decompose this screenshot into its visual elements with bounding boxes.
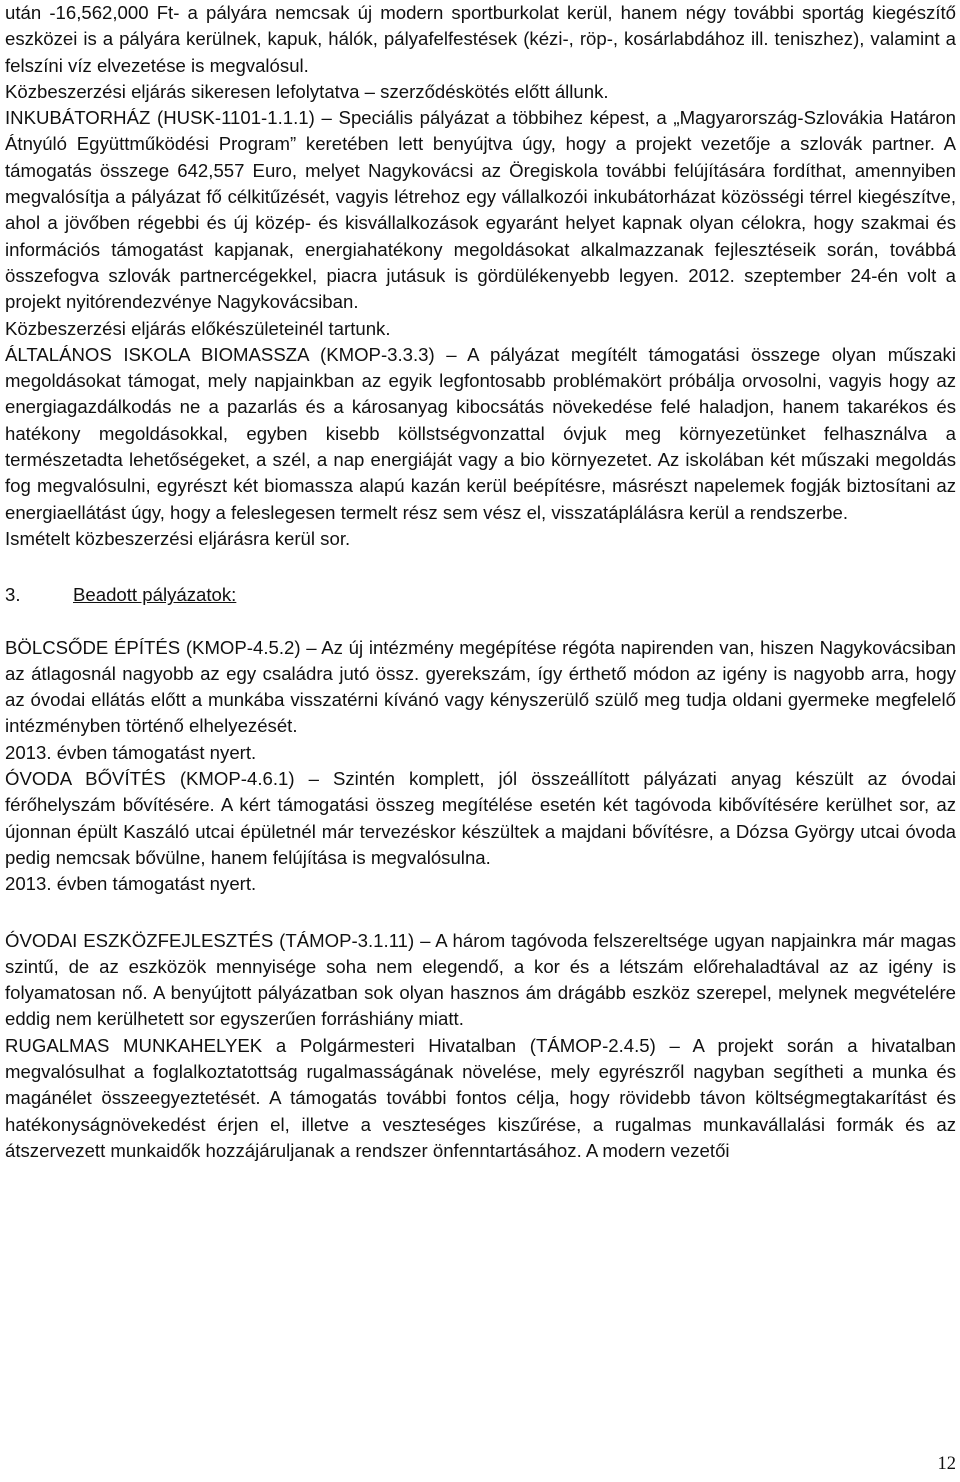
section-title: Beadott pályázatok: <box>73 584 237 606</box>
paragraph-bolcsode-status: 2013. évben támogatást nyert. <box>5 741 257 763</box>
paragraph-iskola-biomassza: ÁLTALÁNOS ISKOLA BIOMASSZA (KMOP-3.3.3) – A pályázat megítélt támogatási összege olyan műszaki megoldásokat támogat, mely napjainkban az egyik legfontosabb problémakört próbálja orvosolni, vagyis hogy az energiagazdálkodás ne a pazarlás és a károsanyag kibocsátás növekedése felé haladjon, hanem takarékos és hatékony megoldásokkal, egyben kisebb köllstségvonzattal óvjuk meg környezetünket felhasználva a természetadta lehetőségeket, a szél, a nap energiáját vagy a bio környezetet. Az iskolában két műszaki megoldás fog megvalósulni, egyrészt két biomassza alapú kazán kerül beépítésre, másrészt napelemek fogják biztosítani az energiaellátást úgy, hogy a feleslegesen termelt rész sem vész el, visszatáplálásra kerül a rendszerbe. <box>5 343 956 523</box>
paragraph-ovodai-eszkozfejlesztes: ÓVODAI ESZKÖZFEJLESZTÉS (TÁMOP-3.1.11) – A három tagóvoda felszereltsége ugyan napjainkra már magas szintű, de az eszközök mennyisége soha nem elegendő, a kor és a létszám előrehaladtával az az igény is folyamatosan nő. A benyújtott pályázatban sok olyan hasznos ám drágább eszköz szerepel, melynek megvételére eddig nem kerülhetett sor egyszerűen forráshiány miatt. <box>5 929 956 1030</box>
paragraph-sportpalya: után -16,562,000 Ft- a pályára nemcsak új modern sportburkolat kerül, hanem négy további sportág kiegészítő eszközei is a pályára kerülnek, kapuk, hálók, pályafelfestések (kézi-, röp-, kosárlabdához ill. teniszhez), valamint a felszíni víz elvezetése is megvalósul. <box>5 2 956 76</box>
paragraph-inkubatorhaz: INKUBÁTORHÁZ (HUSK-1101-1.1.1) – Speciális pályázat a többihez képest, a „Magyarország-Szlovákia Határon Átnyúló Együttműködési Program” keretében lett benyújtva úgy, hogy a projekt vezetője a szlovák partner. A támogatás összege 642,557 Euro, melyet Nagykovácsi az Öregiskola további felújítására fordíthat, amennyiben megvalósítja a pályázat fő célkitűzését, vagyis létrehoz egy vállalkozói inkubátorházat közösségi térrel kiegészítve, ahol a jövőben régebbi és új közép- és kisvállalkozások egyaránt helyet kapnak olyan célokra, hogy szakmai és információs támogatást kapjanak, energiahatékony megoldásokat alkalmazzanak fejlesztéseik során, továbbá összefogva szlovák partnercégekkel, piacra jutásuk is gördülékenyebb legyen. 2012. szeptember 24-én volt a projekt nyitórendezvénye Nagykovácsiban. <box>5 107 956 313</box>
page-number: 12 <box>937 1454 956 1474</box>
paragraph-rugalmas-munkahelyek: RUGALMAS MUNKAHELYEK a Polgármesteri Hivatalban (TÁMOP-2.4.5) – A projekt során a hivatalban megvalósulhat a foglalkoztatottság rugalmasságának növelése, mely egyrészről nagyban segítheti a munka és magánélet összeegyeztetését. A támogatás további fontos célja, hogy rövidebb távon költségmegtakarítást és hatékonyságnövekedést érjen el, illetve a veszteséges kiszűrése, a rugalmas munkavállalási formák és az átszervezett munkaidők hozzájáruljanak a rendszer önfenntartásához. A modern vezetői <box>5 1034 956 1161</box>
paragraph-kozbeszerzes-status: Közbeszerzési eljárás sikeresen lefolytatva – szerződéskötés előtt állunk. <box>5 80 609 102</box>
paragraph-ovoda-bovites: ÓVODA BŐVÍTÉS (KMOP-4.6.1) – Szintén komplett, jól összeállított pályázati anyag készült az óvodai férőhelyszám bővítésére. A kért támogatási összeg megítélése esetén két tagóvoda kibővítésére kerülhet sor, az újonnan épült Kaszáló utcai épületnél már tervezéskor készültek a majdani bővítésre, a Dózsa György utcai óvoda pedig nemcsak bővülne, hanem felújítása is megvalósulna. <box>5 768 956 868</box>
paragraph-bolcsode: BÖLCSŐDE ÉPÍTÉS (KMOP-4.5.2) – Az új intézmény megépítése régóta napirenden van, hiszen Nagykovácsiban az átlagosnál nagyobb az egy családra jutó össz. gyerekszám, így érthető módon az igény is nagyobb arra, hogy az óvodai ellátás előtt a munkába visszatérni kívánó vagy kényszerülő szülő meg tudja oldani gyermeke megfelelő intézményben történő elhelyezését. <box>5 636 956 737</box>
paragraph-ismetelt-kozbeszerzes: Ismételt közbeszerzési eljárásra kerül sor. <box>5 527 351 549</box>
spacer <box>5 898 956 928</box>
section-heading <box>5 582 956 608</box>
section-number: 3. <box>5 584 21 606</box>
spacer <box>5 609 956 635</box>
paragraph-kozbeszerzes-elokeszulet: Közbeszerzési eljárás előkészületeinél tartunk. <box>5 317 391 339</box>
paragraph-ovoda-status: 2013. évben támogatást nyert. <box>5 873 257 895</box>
